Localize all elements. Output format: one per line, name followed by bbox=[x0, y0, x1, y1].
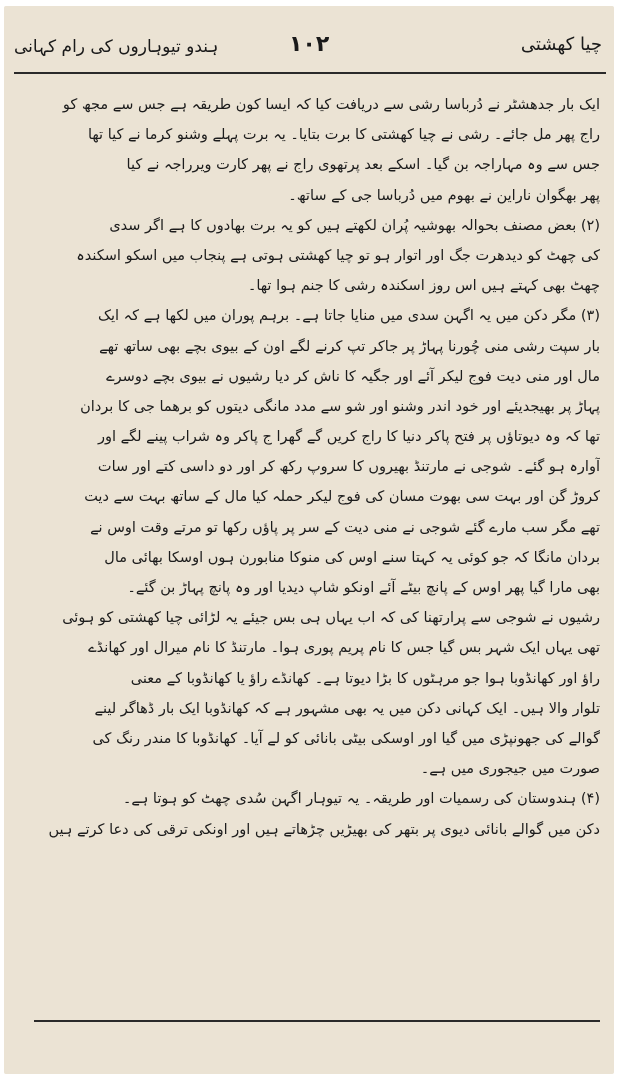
text-line: بھی مارا گیا پھر اوس کے پانچ بیٹے آئے اونکو شاپ دیدیا اور وہ پانچ پہاڑ بن گئے۔ bbox=[127, 580, 600, 596]
text-line: آوارہ ہو گئے۔ شوجی نے مارتنڈ بھیروں کا سروپ رکھ کر اور دو داسی کتے اور سات bbox=[97, 459, 600, 476]
text-line: (۲) بعض مصنف بحوالہ بھوشیہ پُران لکھتے ہیں کو یہ برت بھادوں کا ہے اگر سدی bbox=[109, 217, 600, 234]
text-line: مال اور منی دیت فوج لیکر آئے اور جگیہ کا ناش کر دیا رشیوں نے بیوی بچے دوسرے bbox=[106, 368, 600, 385]
text-line: تھے مگر سب مارے گئے شوجی نے منی دیت کے سر پر پاؤں رکھا تو مرتے وقت اوس نے bbox=[90, 519, 600, 536]
text-line: کروڑ گن اور بہت سی بھوت مسان کی فوج لیکر حملہ کیا مال کے ساتھ بہت سے دیت bbox=[84, 489, 600, 506]
text-line: جس سے وہ مہاراجہ بن گیا۔ اسکے بعد پرتھوی راج نے پھر کارت ویرراجہ نے کیا bbox=[126, 157, 600, 174]
text-line: بردان مانگا کہ جو کوئی یہ کہتا سنے اوس کی منوکا منابورن ہوں اوسکا بھائی مال bbox=[104, 549, 600, 566]
text-line: گوالے کی جھونپڑی میں گیا اور اوسکی بیٹی بانائی کو لے آیا۔ کھانڈوبا کا مندر رنگ کی bbox=[92, 730, 600, 747]
text-line: پھر بھگوان ناراین نے بھوم میں دُرباسا جی کے ساتھ۔ bbox=[288, 187, 600, 204]
text-line: تلوار والا ہیں۔ ایک کہانی دکن میں یہ بھی مشہور ہے کہ کھانڈوبا ایک بار ڈھاگر لینے bbox=[94, 700, 600, 717]
text-line: (۳) مگر دکن میں یہ اگہن سدی میں منایا جاتا ہے۔ برہم پوران میں لکھا ہے کہ ایک bbox=[98, 308, 600, 325]
text-line: صورت میں جیجوری میں ہے۔ bbox=[420, 761, 600, 778]
running-title: ہندو تیوہاروں کی رام کہانی bbox=[14, 37, 219, 57]
text-line: چھٹ بھی کہتے ہیں اس روز اسکندہ رشی کا جنم ہوا تھا۔ bbox=[247, 278, 600, 295]
body-text bbox=[18, 90, 600, 845]
text-line: تھا کہ وہ دیوتاؤں پر فتح پاکر دنیا کا راج کریں گے گھرا ج پاکر وہ شراب پینے لگے اور bbox=[97, 429, 600, 446]
text-line: کی چھٹ کو دیدھرت جگ اور اتوار ہو تو چیا کھشتی ہوتی ہے پنجاب میں اسکو اسکندہ bbox=[76, 247, 600, 264]
header-divider bbox=[14, 72, 606, 74]
text-line: راؤ اور کھانڈوبا ہوا جو مرہٹوں کا بڑا دیوتا ہے۔ کھانڈے راؤ یا کھانڈوبا کے معنی bbox=[130, 670, 600, 687]
text-line: بار سپت رشی منی چُورنا پہاڑ پر جاکر تپ کرنے لگے اون کے بیوی بچے بھی ساتھ تھے bbox=[99, 338, 600, 355]
chapter-title: چیا کھشتی bbox=[520, 34, 602, 55]
footer-divider bbox=[34, 1020, 600, 1022]
page-number: ۱۰۲ bbox=[289, 32, 330, 57]
page-header bbox=[4, 6, 614, 66]
text-line: پہاڑ پر بھیجدیئے اور خود اندر وشنو اور شو سے مدد مانگی دیتوں کو برھما جی کا بردان bbox=[80, 398, 600, 415]
text-line: رشیوں نے شوجی سے پرارتھنا کی کہ اب یہاں ہی بس جیئے یہ لڑائی چیا کھشتی کو ہوئی bbox=[62, 610, 600, 627]
book-page bbox=[4, 6, 614, 1074]
text-line: تھی یہاں ایک شہر بس گیا جس کا نام پریم پوری ہوا۔ مارتنڈ کا نام میرال اور کھانڈے bbox=[88, 640, 600, 657]
text-line: (۴) ہندوستان کی رسمیات اور طریقہ۔ یہ تیوہار اگہن سُدی چھٹ کو ہوتا ہے۔ bbox=[122, 791, 600, 808]
text-line: دکن میں گوالے بانائی دیوی پر بتھر کی بھیڑیں چڑھاتے ہیں اور اونکی ترقی کی دعا کرتے ہیں bbox=[48, 821, 600, 838]
text-line: ایک بار جدھشٹر نے دُرباسا رشی سے دریافت کیا کہ ایسا کون طریقہ ہے جس سے مجھ کو bbox=[62, 97, 600, 113]
text-line: راج پھر مل جائے۔ رشی نے چیا کھشتی کا برت بتایا۔ یہ برت پہلے وشنو کرما نے کیا تھا bbox=[87, 127, 600, 144]
